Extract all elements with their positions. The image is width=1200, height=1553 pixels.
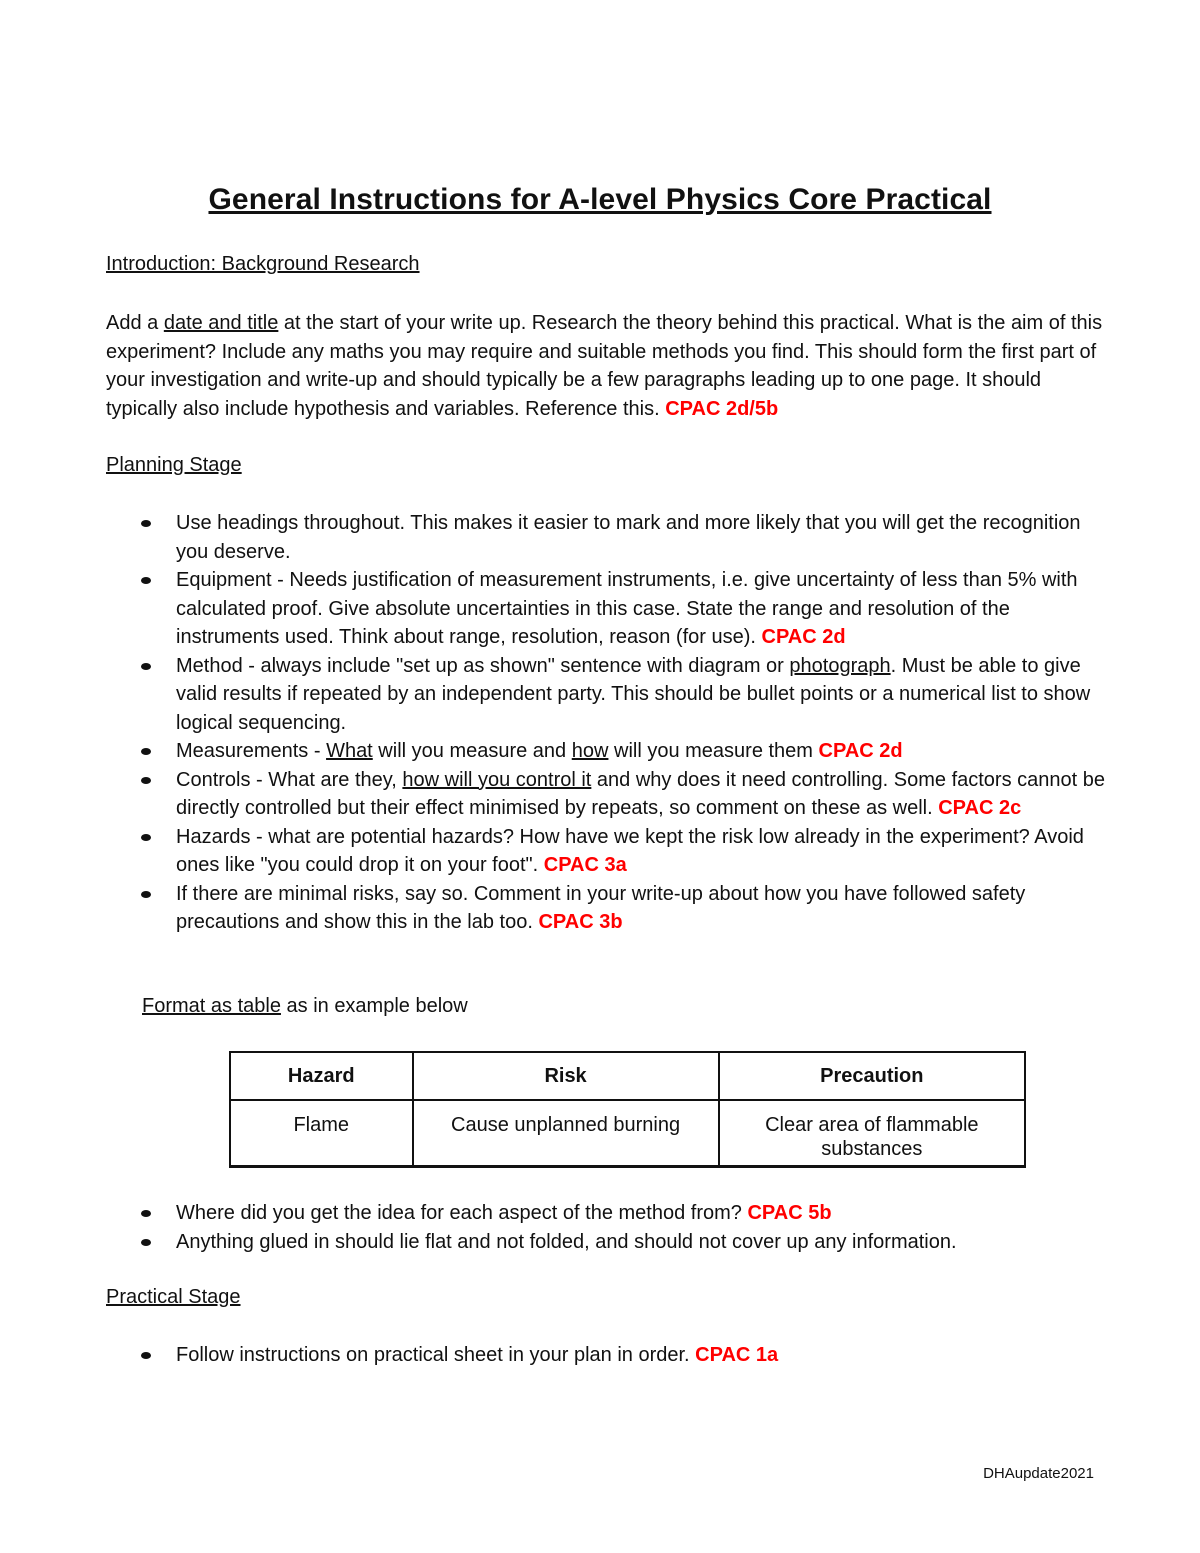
cpac-tag: CPAC 5b: [747, 1202, 832, 1224]
page-title: General Instructions for A-level Physics Core Practical: [208, 183, 992, 216]
table-cell: Cause unplanned burning: [413, 1100, 719, 1166]
practical-heading: Practical Stage: [106, 1286, 241, 1308]
hazard-table: [229, 1051, 1026, 1168]
date-and-title-underline: date and title: [163, 312, 279, 334]
bullet-icon: [141, 1352, 151, 1359]
table-cell: Flame: [230, 1100, 413, 1166]
cpac-tag: CPAC 1a: [695, 1344, 779, 1366]
cpac-tag: CPAC 2c: [938, 797, 1022, 819]
list-item: Controls - What are they, how will you control it and why does it need controlling. Some factors cannot be directly controlled but their effect minimised by repeats, so comment on these as well. CPAC 2c: [0, 766, 1200, 823]
table-cell: Clear area of flammable substances: [719, 1100, 1025, 1166]
footer-version: DHAupdate2021: [983, 1465, 1094, 1482]
list-item: Anything glued in should lie flat and not folded, and should not cover up any information.: [0, 1228, 1200, 1257]
table-row: [230, 1100, 1025, 1166]
bullet-icon: [141, 891, 151, 898]
bullet-icon: [141, 1210, 151, 1217]
bullet-icon: [141, 1239, 151, 1246]
table-header-hazard: Hazard: [230, 1052, 413, 1100]
table-header-precaution: Precaution: [719, 1052, 1025, 1100]
intro-text-start: Add a: [106, 312, 164, 334]
list-item: Follow instructions on practical sheet in your plan in order. CPAC 1a: [0, 1341, 1200, 1370]
list-item: Use headings throughout. This makes it easier to mark and more likely that you will get the recognition you deserve.: [0, 509, 1200, 566]
bullet-icon: [141, 577, 151, 584]
cpac-tag: CPAC 2d: [818, 740, 903, 762]
cpac-tag: CPAC 2d/5b: [665, 397, 779, 420]
bullet-icon: [141, 520, 151, 527]
practical-bullet-list: [0, 1341, 1200, 1370]
cpac-tag: CPAC 3b: [538, 911, 623, 933]
table-header-risk: Risk: [413, 1052, 719, 1100]
format-instruction: Format as table as in example below: [142, 995, 468, 1017]
planning-bullet-list: [0, 509, 1200, 937]
planning-heading: Planning Stage: [106, 454, 242, 476]
list-item: Measurements - What will you measure and how will you measure them CPAC 2d: [0, 737, 1200, 766]
bullet-icon: [141, 748, 151, 755]
planning-bullet-list-2: [0, 1199, 1200, 1256]
list-item: If there are minimal risks, say so. Comment in your write-up about how you have followed safety precautions and show this in the lab too. CPAC 3b: [0, 880, 1200, 937]
intro-text-rest: at the start of your write up. Research the theory behind this practical. What is the aim of this experiment? Include any maths you may require and suitable methods you find. This should form the first part of your investigation and write-up and should typically be a few paragraphs leading up to one page. It should typically also include hypothesis and variables. Reference this.: [106, 312, 1103, 420]
cpac-tag: CPAC 2d: [761, 626, 846, 648]
list-item: Hazards - what are potential hazards? How have we kept the risk low already in the experiment? Avoid ones like "you could drop it on your foot". CPAC 3a: [0, 823, 1200, 880]
cpac-tag: CPAC 3a: [543, 854, 627, 876]
intro-heading: Introduction: Background Research: [106, 253, 420, 275]
intro-paragraph: [106, 309, 1106, 423]
list-item: Where did you get the idea for each aspect of the method from? CPAC 5b: [0, 1199, 1200, 1228]
bullet-icon: [141, 834, 151, 841]
bullet-icon: [141, 777, 151, 784]
list-item: Equipment - Needs justification of measurement instruments, i.e. give uncertainty of less than 5% with calculated proof. Give absolute uncertainties in this case. State the range and resolution of the instruments used. Think about range, resolution, reason (for use). CPAC 2d: [0, 566, 1200, 652]
list-item: Method - always include "set up as shown" sentence with diagram or photograph. Must be able to give valid results if repeated by an independent party. This should be bullet points or a numerical list to show logical sequencing.: [0, 652, 1200, 738]
bullet-icon: [141, 663, 151, 670]
